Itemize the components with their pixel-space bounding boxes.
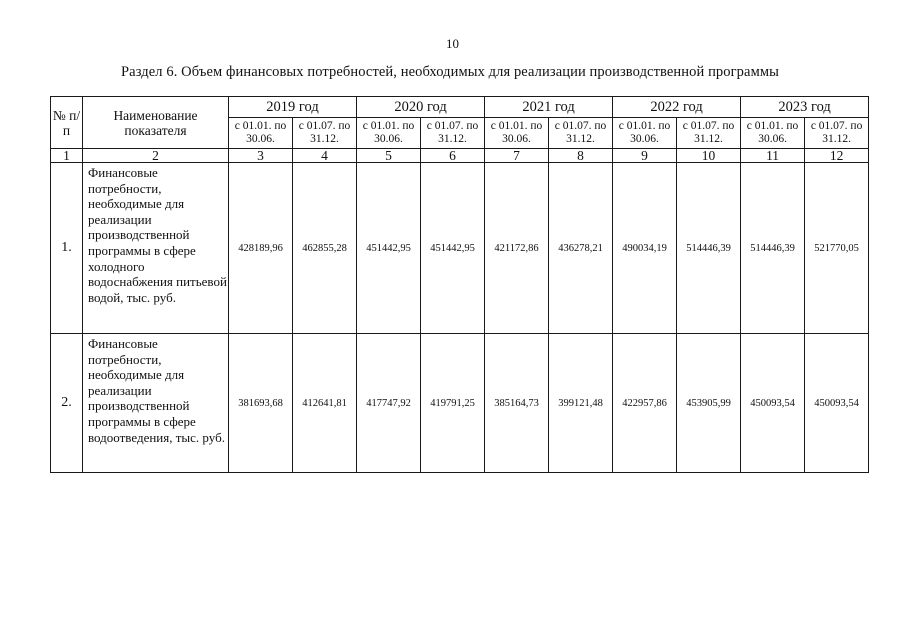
value-cell: 450093,54	[741, 334, 805, 473]
value-cell: 417747,92	[357, 334, 421, 473]
value-cell: 399121,48	[549, 334, 613, 473]
value-cell: 514446,39	[677, 163, 741, 334]
header-period-second: с 01.07. по 31.12.	[805, 118, 869, 149]
column-number: 4	[293, 149, 357, 163]
header-no: № п/п	[51, 97, 83, 149]
value-cell: 451442,95	[357, 163, 421, 334]
value-cell: 451442,95	[421, 163, 485, 334]
header-period-second: с 01.07. по 31.12.	[677, 118, 741, 149]
table-row	[51, 334, 869, 473]
section-title: Раздел 6. Объем финансовых потребностей, необходимых для реализации производственной программы	[121, 64, 779, 80]
header-row-years	[51, 97, 869, 118]
value-cell: 450093,54	[805, 334, 869, 473]
column-number: 1	[51, 149, 83, 163]
header-year-2021: 2021 год	[485, 97, 613, 118]
row-number: 2.	[51, 334, 83, 473]
value-cell: 436278,21	[549, 163, 613, 334]
value-cell: 428189,96	[229, 163, 293, 334]
value-cell: 422957,86	[613, 334, 677, 473]
value-cell: 453905,99	[677, 334, 741, 473]
header-year-2020: 2020 год	[357, 97, 485, 118]
value-cell: 412641,81	[293, 334, 357, 473]
header-year-2023: 2023 год	[741, 97, 869, 118]
value-cell: 419791,25	[421, 334, 485, 473]
value-cell: 490034,19	[613, 163, 677, 334]
page-number: 10	[446, 36, 459, 51]
column-number: 6	[421, 149, 485, 163]
column-number: 8	[549, 149, 613, 163]
value-cell: 381693,68	[229, 334, 293, 473]
header-year-2022: 2022 год	[613, 97, 741, 118]
row-indicator-name: Финансовые потребности, необходимые для реализации производственной программы в сфере холодного водоснабжения питьевой водой, тыс. руб.	[83, 163, 229, 334]
header-period-first: с 01.01. по 30.06.	[229, 118, 293, 149]
value-cell: 385164,73	[485, 334, 549, 473]
value-cell: 462855,28	[293, 163, 357, 334]
header-period-second: с 01.07. по 31.12.	[549, 118, 613, 149]
value-cell: 421172,86	[485, 163, 549, 334]
column-number: 2	[83, 149, 229, 163]
header-period-first: с 01.01. по 30.06.	[357, 118, 421, 149]
header-year-2019: 2019 год	[229, 97, 357, 118]
column-number: 10	[677, 149, 741, 163]
column-number: 5	[357, 149, 421, 163]
column-number: 9	[613, 149, 677, 163]
column-number: 3	[229, 149, 293, 163]
value-cell: 514446,39	[741, 163, 805, 334]
table-row	[51, 163, 869, 334]
column-number: 11	[741, 149, 805, 163]
row-indicator-name: Финансовые потребности, необходимые для реализации производственной программы в сфере водоотведения, тыс. руб.	[83, 334, 229, 473]
header-period-second: с 01.07. по 31.12.	[293, 118, 357, 149]
header-period-first: с 01.01. по 30.06.	[485, 118, 549, 149]
header-period-second: с 01.07. по 31.12.	[421, 118, 485, 149]
column-number: 7	[485, 149, 549, 163]
column-number-row	[51, 149, 869, 163]
financial-needs-table	[50, 96, 869, 473]
header-period-first: с 01.01. по 30.06.	[613, 118, 677, 149]
value-cell: 521770,05	[805, 163, 869, 334]
column-number: 12	[805, 149, 869, 163]
row-number: 1.	[51, 163, 83, 334]
header-period-first: с 01.01. по 30.06.	[741, 118, 805, 149]
header-name: Наименование показателя	[83, 97, 229, 149]
